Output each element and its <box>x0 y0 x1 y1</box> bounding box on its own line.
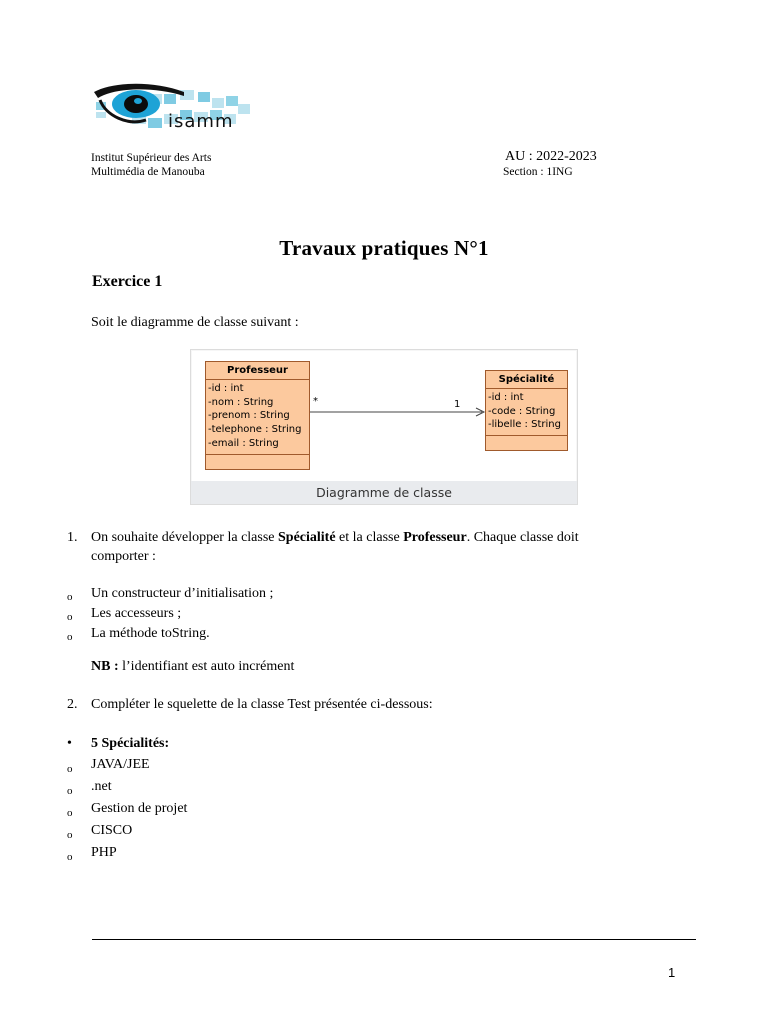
uml-attribute: -telephone : String <box>208 424 302 436</box>
uml-attribute: -id : int <box>488 392 524 403</box>
uml-attribute: -code : String <box>488 405 556 417</box>
list-item: CISCO <box>91 823 133 838</box>
disc-bullet: • <box>67 736 72 751</box>
uml-operations <box>486 436 567 443</box>
uml-attribute: -prenom : String <box>208 410 290 422</box>
uml-attribute: -nom : String <box>208 396 274 408</box>
circle-bullet: o <box>67 631 73 643</box>
page-title: Travaux pratiques N°1 <box>279 236 489 260</box>
uml-class-name: Professeur <box>206 362 309 380</box>
q1-text-mid: et la classe <box>335 530 404 545</box>
uml-attribute: -libelle : String <box>488 419 561 431</box>
exercise-title: Exercice 1 <box>92 273 163 290</box>
circle-bullet: o <box>67 763 73 775</box>
uml-attributes <box>206 380 309 455</box>
list-item: JAVA/JEE <box>91 757 150 772</box>
question-number: 1. <box>67 530 78 545</box>
list-item: Un constructeur d’initialisation ; <box>91 586 274 601</box>
uml-class-name: Spécialité <box>486 371 567 389</box>
nb-note <box>91 658 294 676</box>
circle-bullet: o <box>67 785 73 797</box>
list-item: La méthode toString. <box>91 626 210 641</box>
q1-bold-professeur: Professeur <box>403 530 467 545</box>
institute-line-2: Multimédia de Manouba <box>91 166 205 178</box>
circle-bullet: o <box>67 851 73 863</box>
bullet-heading: 5 Spécialités: <box>91 736 170 751</box>
question-1-text <box>91 529 691 547</box>
q1-bold-specialite: Spécialité <box>278 530 336 545</box>
institute-line-1: Institut Supérieur des Arts <box>91 152 212 164</box>
q1-text-after: . Chaque classe doit <box>466 530 579 545</box>
uml-class-professeur <box>205 361 310 470</box>
multiplicity-source: * <box>313 396 318 407</box>
question-1-line-2: comporter : <box>91 549 156 564</box>
circle-bullet: o <box>67 807 73 819</box>
list-item: Gestion de projet <box>91 801 188 816</box>
uml-class-specialite <box>485 370 568 451</box>
logo-wordmark: isamm <box>168 111 234 132</box>
uml-operations <box>206 455 309 462</box>
diagram-canvas <box>192 351 576 481</box>
list-item: PHP <box>91 845 117 860</box>
class-diagram-figure <box>190 349 578 505</box>
q1-text-before: On souhaite développer la classe <box>91 530 278 545</box>
question-2-text: Compléter le squelette de la classe Test présentée ci-dessous: <box>91 697 433 712</box>
circle-bullet: o <box>67 591 73 603</box>
question-number: 2. <box>67 697 78 712</box>
nb-label: NB : <box>91 659 119 674</box>
nb-text: l’identifiant est auto incrément <box>118 659 295 674</box>
list-item: .net <box>91 779 112 794</box>
diagram-caption: Diagramme de classe <box>191 481 577 504</box>
circle-bullet: o <box>67 611 73 623</box>
circle-bullet: o <box>67 829 73 841</box>
uml-attribute: -email : String <box>208 437 279 449</box>
section-label: Section : 1ING <box>503 166 573 178</box>
uml-attribute: -id : int <box>208 383 244 394</box>
uml-attributes <box>486 389 567 436</box>
page-number: 1 <box>668 965 676 980</box>
intro-text: Soit le diagramme de classe suivant : <box>91 315 299 330</box>
multiplicity-target: 1 <box>454 399 461 410</box>
institute-name <box>91 151 211 179</box>
list-item: Les accesseurs ; <box>91 606 182 621</box>
footer-divider <box>92 939 696 940</box>
academic-year: AU : 2022-2023 <box>505 149 597 164</box>
